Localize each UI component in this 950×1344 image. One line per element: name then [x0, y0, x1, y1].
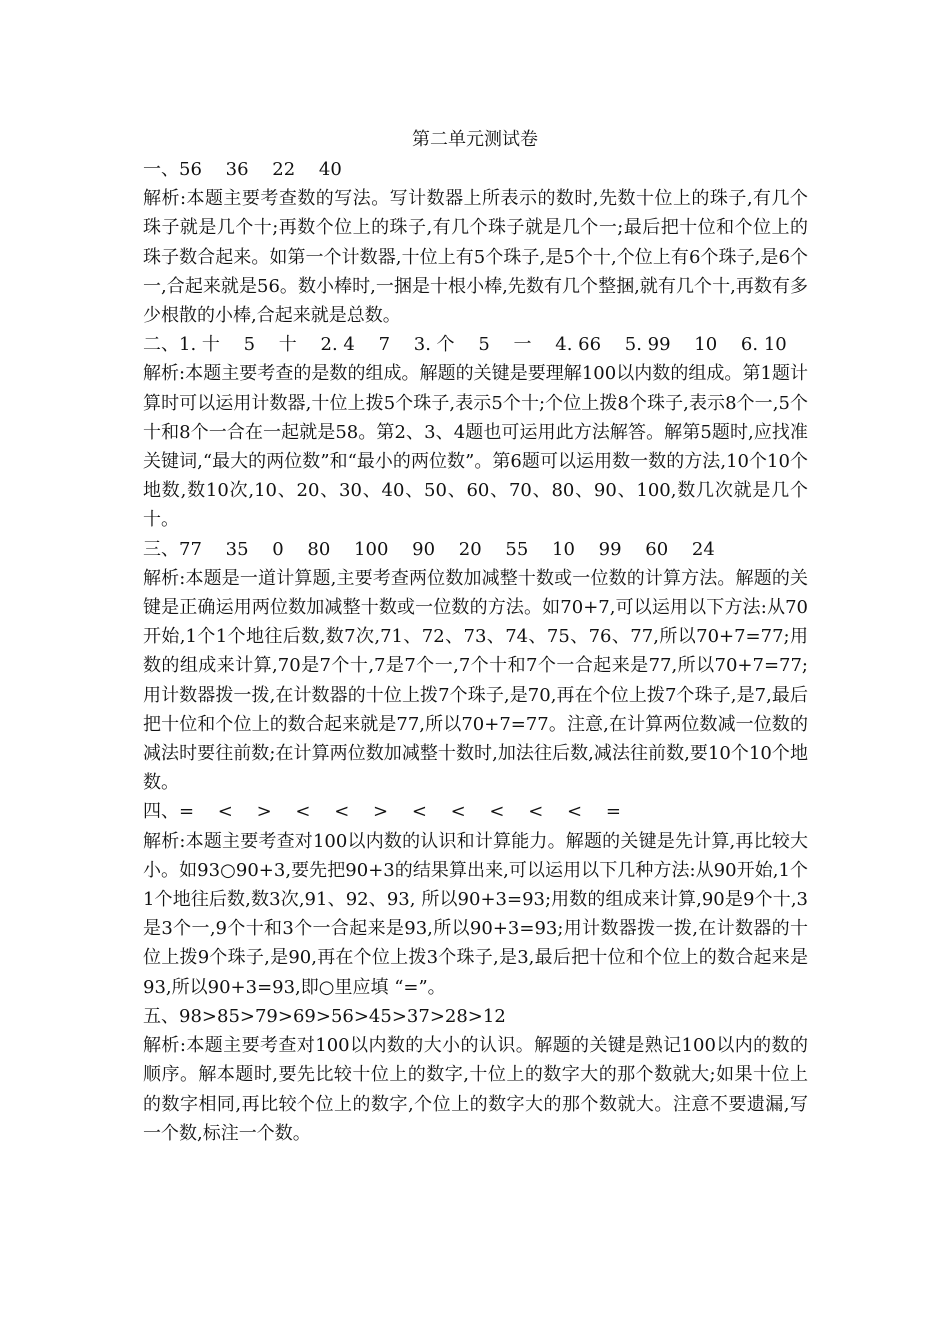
answer-content [143, 155, 808, 1148]
section-1-answer: 一、56 36 22 40 [143, 159, 342, 180]
section-2-answer: 二、1. 十 5 十 2. 4 7 3. 个 5 一 4. 66 5. 99 10 6. 10 [143, 334, 787, 356]
section-4-explanation: 解析:本题主要考查对100以内数的认识和计算能力。解题的关键是先计算,再比较大小。如93○90+3,要先把90+3的结果算出来,可以运用以下几种方法:从90开始,1个1个地往后数,数3次,91、92、93, 所以90+3=93;用数的组成来计算,90是9个十,3是3个一,9个十和3个一合起来是93,所以90+3=93;用计数器拨一拨,在计数器的十位上拨9个珠子,是90,再在个位上拨3个珠子,是3,最后把十位和个位上的数合起来是93,所以90+3=93,即○里应填 “=”。 [143, 830, 808, 998]
section-5-explanation: 解析:本题主要考查对100以内数的大小的认识。解题的关键是熟记100以内的数的顺序。解本题时,要先比较十位上的数字,十位上的数字大的那个数就大;如果十位上的数字相同,再比较个位上的数字,个位上的数字大的那个数就大。注意不要遗漏,写一个数,标注一个数。 [143, 1035, 808, 1144]
section-4-answer: 四、= < > < < > < < < < < = [143, 801, 621, 823]
section-3-answer: 三、77 35 0 80 100 90 20 55 10 99 60 24 [143, 538, 715, 560]
section-3-explanation: 解析:本题是一道计算题,主要考查两位数加减整十数或一位数的计算方法。解题的关键是正确运用两位数加减整十数或一位数的方法。如70+7,可以运用以下方法:从70开始,1个1个地往后数,数7次,71、72、73、74、75、76、77,所以70+7=77;用数的组成来计算,70是7个十,7是7个一,7个十和7个一合起来是77,所以70+7=77;用计数器拨一拨,在计数器的十位上拨7个珠子,是70,再在个位上拨7个珠子,是7,最后把十位和个位上的数合起来就是77,所以70+7=77。注意,在计算两位数减一位数的减法时要往前数;在计算两位数加减整十数时,加法往后数,减法往前数,要10个10个地数。 [143, 567, 808, 794]
page-title: 第二单元测试卷 [412, 129, 538, 150]
section-1-explanation: 解析:本题主要考查数的写法。写计数器上所表示的数时,先数十位上的珠子,有几个珠子就是几个十;再数个位上的珠子,有几个珠子就是几个一;最后把十位和个位上的珠子数合起来。如第一个计数器,十位上有5个珠子,是5个十,个位上有6个珠子,是6个一,合起来就是56。数小棒时,一捆是十根小棒,先数有几个整捆,就有几个十,再数有多少根散的小棒,合起来就是总数。 [143, 188, 808, 327]
section-5-answer: 五、98>85>79>69>56>45>37>28>12 [143, 1005, 506, 1027]
section-2-explanation: 解析:本题主要考查的是数的组成。解题的关键是要理解100以内数的组成。第1题计算时可以运用计数器,十位上拨5个珠子,表示5个十;个位上拨8个珠子,表示8个一,5个十和8个一合在一起就是58。第2、3、4题也可运用此方法解答。解第5题时,应找准关键词,“最大的两位数”和“最小的两位数”。第6题可以运用数一数的方法,10个10个地数,数10次,10、20、30、40、50、60、70、80、90、100,数几次就是几个十。 [143, 363, 808, 531]
